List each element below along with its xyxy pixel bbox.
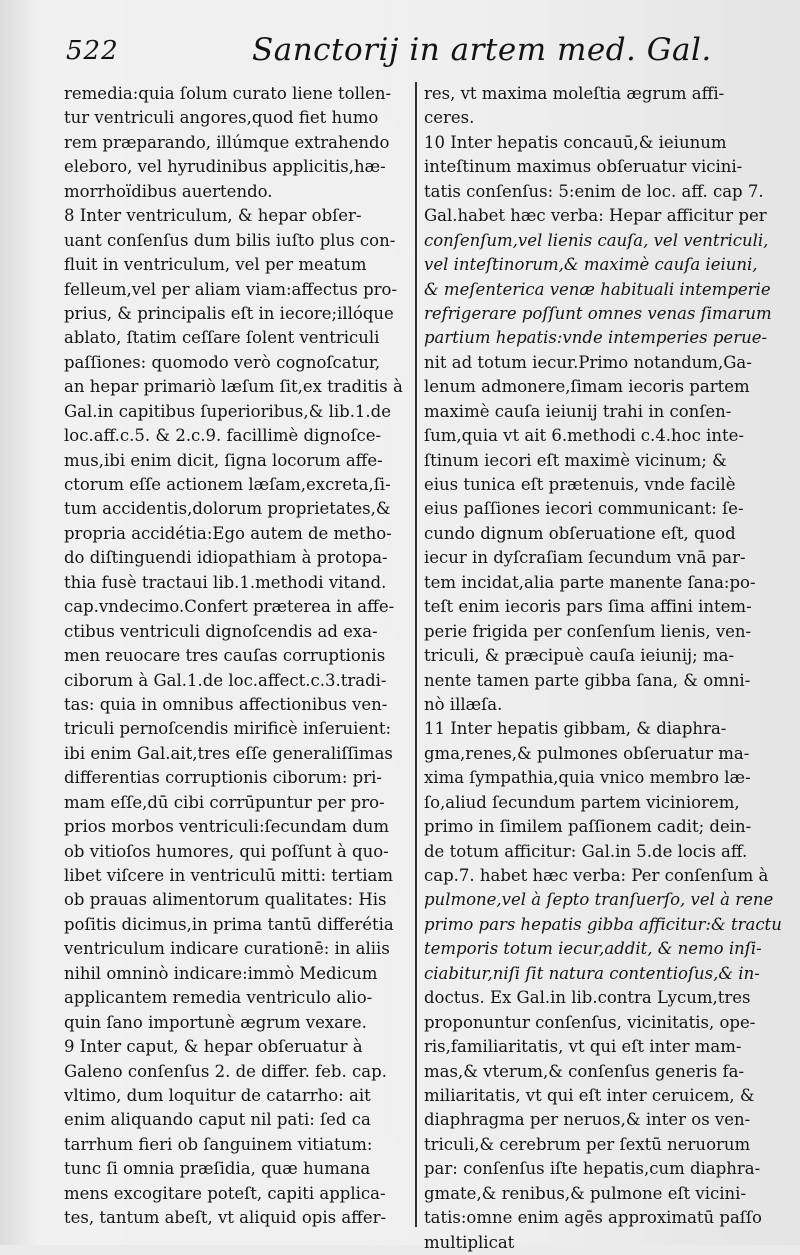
text-line: eius paſſiones iecori communicant: ſe- (424, 499, 744, 519)
text-line: gma,renes,& pulmones obſeruatur ma- (424, 743, 750, 763)
text-line: tas: quia in omnibus affectionibus ven- (64, 694, 388, 714)
text-line: & meſenterica venæ habituali intemperie (424, 279, 771, 299)
text-line: ſtinum iecori eſt maximè vicinum; & (424, 450, 727, 470)
text-line: mens excogitare poteſt, capiti applica- (64, 1183, 386, 1203)
text-line: paſſiones: quomodo verò cognoſcatur, (64, 352, 381, 372)
text-line: multiplicat (424, 1232, 515, 1252)
text-line: nò illæſa. (424, 694, 503, 714)
text-line: tes, tantum abeſt, vt aliquid opis affer- (64, 1208, 387, 1228)
text-line: 8 Inter ventriculum, & hepar obſer- (64, 206, 362, 226)
text-line: ibi enim Gal.ait,tres eſſe generaliſſimas (64, 743, 393, 763)
text-line: vel inteſtinorum,& maximè cauſa ieiuni, (424, 255, 758, 275)
text-line: men reuocare tres cauſas corruptionis (64, 646, 386, 666)
text-line: diaphragma per neruos,& inter os ven- (424, 1110, 751, 1130)
text-line: primo pars hepatis gibba afficitur:& tractu (424, 914, 782, 934)
text-line: temporis totum iecur,addit, & nemo inſi- (424, 939, 762, 959)
text-line: primo in ſimilem paſſionem cadit; dein- (424, 817, 752, 837)
text-line: applicantem remedia ventriculo alio- (64, 988, 373, 1008)
left-text-column (64, 82, 409, 1233)
text-line: felleum,vel per aliam viam:affectus pro- (64, 279, 398, 299)
text-line: ventriculum indicare curationē: in aliis (64, 939, 390, 959)
column-divider (415, 82, 417, 1227)
right-text-column (424, 82, 782, 1252)
text-line: par: conſenſus iſte hepatis,cum diaphra- (424, 1159, 761, 1179)
running-title: Sanctorij in artem med. Gal. (252, 32, 712, 68)
text-line: res, vt maxima moleſtia ægrum affi- (424, 84, 725, 103)
text-line: de totum afficitur: Gal.in 5.de locis aff. (424, 841, 748, 861)
text-line: tarrhum fieri ob ſanguinem vitiatum: (64, 1134, 373, 1154)
text-line: eleboro, vel hyrudinibus applicitis,hæ- (64, 157, 386, 177)
text-line: conſenſum,vel lienis cauſa, vel ventriculi, (424, 230, 769, 250)
text-line: an hepar primariò læſum ſit,ex traditis à (64, 377, 403, 397)
text-line: ctorum eſſe actionem læſam,excreta,ſi- (64, 475, 391, 494)
text-line: cap.vndecimo.Confert præterea in affe- (64, 597, 395, 617)
text-line: refrigerare poſſunt omnes venas ſimarum (424, 303, 772, 323)
text-line: ciborum à Gal.1.de loc.affect.c.3.tradi- (64, 670, 387, 690)
text-line: uant conſenſus dum bilis iuſto plus con- (64, 230, 396, 250)
text-line: triculi, & præcipuè cauſa ieiunij; ma- (424, 646, 735, 666)
text-line: eius tunica eſt prætenuis, vnde facilè (424, 475, 736, 494)
text-line: libet viſcere in ventriculū mitti: tertiam (64, 866, 393, 885)
text-line: 9 Inter caput, & hepar obſeruatur à (64, 1037, 363, 1057)
text-line: tur ventriculi angores,quod fiet humo (64, 108, 379, 128)
text-line: lenum admonere,ſimam iecoris partem (424, 377, 750, 397)
text-line: ceres. (424, 108, 475, 128)
text-line: tum accidentis,dolorum proprietates,& (64, 499, 391, 519)
text-line: perie frigida per conſenſum lienis, ven- (424, 621, 752, 641)
text-line: poſitis dicimus,in prima tantū differétia (64, 914, 394, 934)
text-line: triculi,& cerebrum per ſextū neruorum (424, 1134, 751, 1154)
text-line: prios morbos ventriculi:ſecundam dum (64, 817, 390, 837)
text-line: ablato, ſtatim ceſſare ſolent ventriculi (64, 328, 380, 348)
text-line: mam eſſe,dū cibi corrūpuntur per pro- (64, 792, 385, 812)
text-line: inteſtinum maximus obſeruatur vicini- (424, 157, 743, 177)
text-line: cundo dignum obſeruatione eſt, quod (424, 523, 736, 543)
text-line: tem incidat,alia parte manente ſana:po- (424, 572, 756, 592)
text-line: pulmone,vel à ſepto tranſuerſo, vel à rene (424, 890, 774, 910)
text-line: miliaritatis, vt qui eſt inter ceruicem, & (424, 1085, 755, 1105)
text-line: Gal.habet hæc verba: Hepar afficitur per (424, 206, 767, 226)
text-line: 10 Inter hepatis concauū,& ieiunum (424, 132, 727, 152)
text-line: propria accidétia:Ego autem de metho- (64, 523, 392, 543)
text-line: ciabitur,niſi ſit natura contentioſus,& in- (424, 963, 760, 983)
text-line: teſt enim iecoris pars ſima affini intem- (424, 597, 752, 617)
text-line: Galeno conſenſus 2. de differ. feb. cap. (64, 1061, 387, 1081)
text-line: ob prauas alimentorum qualitates: His (64, 890, 387, 910)
text-line: rem præparando, illúmque extrahendo (64, 132, 390, 152)
text-line: tunc ſi omnia præſidia, quæ humana (64, 1159, 371, 1179)
text-line: enim aliquando caput nil pati: ſed ca (64, 1110, 371, 1130)
text-line: triculi pernoſcendis mirificè inſeruient: (64, 719, 392, 739)
text-line: thia fusè tractaui lib.1.methodi vitand. (64, 572, 387, 592)
text-line: nit ad totum iecur.Primo notandum,Ga- (424, 352, 752, 372)
text-line: nihil omninò indicare:immò Medicum (64, 963, 378, 983)
text-line: tatis conſenſus: 5:enim de loc. aff. cap 7. (424, 181, 764, 201)
text-line: fluit in ventriculum, vel per meatum (64, 255, 367, 275)
text-line: 11 Inter hepatis gibbam, & diaphra- (424, 719, 727, 739)
text-line: mus,ibi enim dicit, ſigna locorum affe- (64, 450, 383, 470)
text-line: iecur in dyſcraſiam ſecundum vnā par- (424, 548, 746, 568)
page-number: 522 (66, 36, 119, 66)
text-line: ob vitioſos humores, qui poſſunt à quo- (64, 841, 389, 861)
text-line: partium hepatis:vnde intemperies perue- (424, 328, 768, 348)
text-line: Gal.in capitibus ſuperioribus,& lib.1.de (64, 401, 392, 421)
text-line: differentias corruptionis ciborum: pri- (64, 768, 382, 788)
text-line: tatis:omne enim agēs approximatū paſſo (424, 1208, 762, 1228)
text-line: ctibus ventriculi dignoſcendis ad exa- (64, 621, 378, 641)
text-line: gmate,& renibus,& pulmone eſt vicini- (424, 1183, 747, 1203)
text-line: proponuntur conſenſus, vicinitatis, ope- (424, 1012, 756, 1032)
text-line: do diſtinguendi idiopathiam à protopa- (64, 548, 388, 568)
text-line: maximè cauſa ieiunij trahi in conſen- (424, 401, 732, 421)
text-line: ſo,aliud ſecundum partem viciniorem, (424, 792, 740, 812)
text-line: vltimo, dum loquitur de catarrho: ait (64, 1085, 371, 1105)
page-header (0, 20, 800, 80)
text-line: doctus. Ex Gal.in lib.contra Lycum,tres (424, 988, 751, 1008)
text-line: prius, & principalis eſt in iecore;illóque (64, 303, 394, 323)
text-line: morrhoïdibus auertendo. (64, 181, 273, 201)
text-line: mas,& vterum,& conſenſus generis fa- (424, 1061, 745, 1081)
text-line: ſum,quia vt ait 6.methodi c.4.hoc inte- (424, 426, 744, 446)
text-line: quin ſano importunè ægrum vexare. (64, 1012, 367, 1032)
text-line: ris,familiaritatis, vt qui eſt inter mam- (424, 1037, 742, 1057)
text-line: loc.aff.c.5. & 2.c.9. facillimè dignoſce- (64, 426, 382, 446)
text-line: xima ſympathia,quia vnico membro læ- (424, 768, 751, 788)
text-line: cap.7. habet hæc verba: Per conſenſum à (424, 866, 769, 885)
text-line: nente tamen parte gibba ſana, & omni- (424, 670, 751, 690)
text-line: remedia:quia ſolum curato liene tollen- (64, 84, 392, 103)
